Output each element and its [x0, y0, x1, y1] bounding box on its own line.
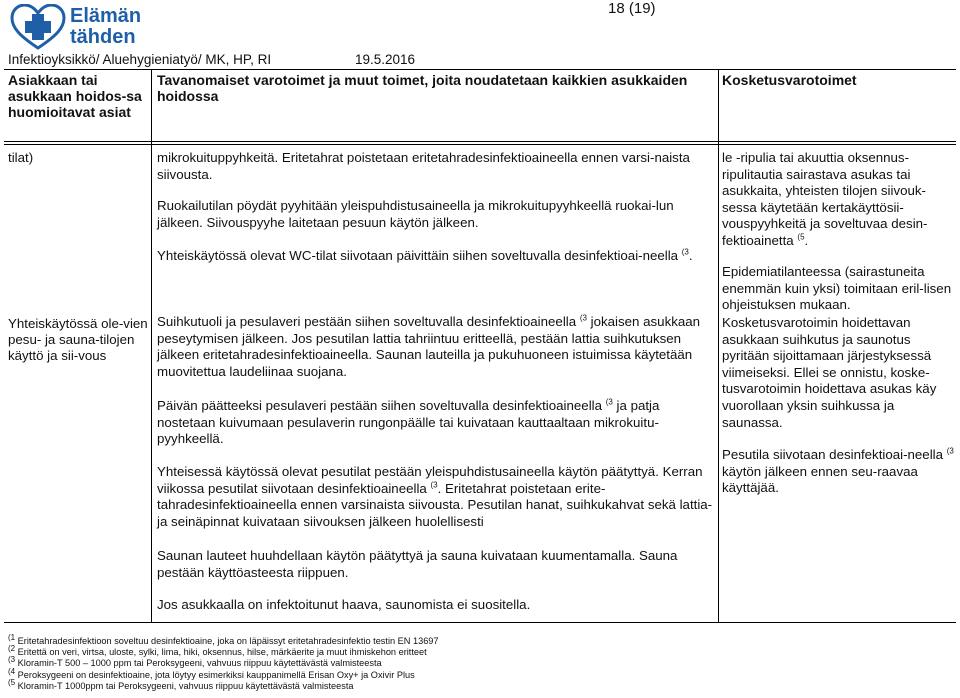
col1-facilities-text: Yhteiskäytössä ole-vien pesu- ja sauna-tilojen käyttö ja sii-vous: [8, 316, 148, 363]
footnote-ref: (3: [430, 480, 438, 490]
table-header-border: [4, 141, 956, 142]
footnote-ref: (3: [605, 397, 613, 407]
footnote-ref: (3: [946, 446, 954, 456]
footnote-ref: (5: [797, 232, 805, 242]
footnote-4: $^{(4}$ Peroksygeeni on desinfektioaine, jota löytyy esimerkiksi kauppanimellä Erisan Oxy+ ja Oxivir Plus: [8, 666, 415, 680]
heart-cross-icon: [10, 4, 70, 50]
footnote-3: $^{(3}$ Kloramin-T 500 – 1000 ppm tai Peroksygeeni, vahvuus riippuu käytettävästä valmisteesta: [8, 655, 382, 669]
header-col-contact-precautions: Kosketusvarotoimet: [722, 72, 857, 88]
col1-continued-text: tilat): [8, 150, 34, 165]
footnote-ref: (3: [579, 313, 587, 323]
footnote-1: $^{(1}$ Eritetahradesinfektioon soveltuu desinfektioaine, joka on läpäissyt eritetahradesinfektio testin EN 13697: [8, 632, 439, 646]
col2-paragraph-8: Jos asukkaalla on infektoitunut haava, saunomista ei suositella.: [157, 597, 531, 612]
footnote-ref: (3: [681, 247, 689, 257]
col2-paragraph-2: Ruokailutilan pöydät pyyhitään yleispuhdistusaineella ja mikrokuitupyyhkeellä ruokai-lun jälkeen. Siivouspyyhe laitetaan pesuun käytön jälkeen.: [157, 198, 674, 230]
footnote-5: $^{(5}$ Kloramin-T 1000ppm tai Peroksygeeni, vahvuus riippuu käytettävästä valmisteesta: [8, 677, 354, 691]
table-top-border: [4, 69, 956, 70]
table-bottom-border: [4, 622, 956, 623]
column-divider-1: [151, 69, 152, 622]
col2-paragraph-7: Saunan lauteet huuhdellaan käytön päätyttyä ja sauna kuivataan kuumentamalla. Sauna pestään käyttöasteesta riippuen.: [157, 548, 678, 580]
col2-paragraph-6: Yhteisessä käytössä olevat pesutilat pestään yleispuhdistusaineella käytön päätyttyä. Kerran viikossa pesutilat siivotaan desinfektioaineella $^{(3}$. Eritetahrat poistetaan erite-tahradesinfektioaineella ennen varsinaista siivousta. Pesutilan hanat, suihkukahvat sekä lattia- ja seinäpinnat kuivataan siivouksen jälkeen huolellisesti: [157, 464, 713, 529]
col2-paragraph-4: Suihkutuoli ja pesulaveri pestään siihen soveltuvalla desinfektioaineella $^{(3}$ jokaisen asukkaan peseytymisen jälkeen. Jos pesutilan lattia tahriintuu eritteellä, pestään lattia suihkutuksen jälkeen eritetahradesinfektioaineella. Saunan lauteilla ja pukuhuoneen istuimissa käytetään muovitettua laudeliinaa suojana.: [157, 313, 701, 379]
col3-paragraph-3: Kosketusvarotoimin hoidettavan asukkaan suihkutus ja saunotus pyritään sijoittamaan järjestyksessä viimeiseksi. Ellei se onnistu, koske-tusvarotoimin hoidettava asukas käy vuorollaan yksin suihkussa ja saunassa.: [722, 315, 937, 430]
document-subheader: [8, 52, 416, 67]
subheader-department: Infektioyksikkö/ Aluehygieniatyö/ MK, HP, RI: [8, 52, 272, 67]
col2-paragraph-5: Päivän päätteeksi pesulaveri pestään siihen soveltuvalla desinfektioaineella $^{(3}$ ja patja nostetaan kuivumaan pesulaverin rungonpäälle tai kuivataan kauttaaltaan mikrokuitu-pyyhkeellä.: [157, 397, 660, 447]
footnotes: [8, 632, 948, 692]
page-number: 18 (19): [608, 0, 656, 17]
header-col-standard-precautions: Tavanomaiset varotoimet ja muut toimet, joita noudatetaan kaikkien asukkaiden hoidossa: [157, 72, 688, 104]
col3-paragraph-1: le -ripulia tai akuuttia oksennus-ripulitautia sairastava asukas tai asukkaita, yhteisten tilojen siivouk-sessa käytetään kertakäyttösii-vouspyyhkeitä ja soveltuvaa desin-fektioainetta $^{(5}$.: [722, 150, 928, 248]
table-header-border-double: [4, 144, 956, 145]
subheader-date: 19.5.2016: [355, 52, 416, 67]
col3-paragraph-2: Epidemiatilanteessa (sairastuneita enemmän kuin yksi) toimitaan eril-lisen ohjeistuksen mukaan.: [722, 264, 952, 313]
col2-paragraph-1: mikrokuituppyhkeitä. Eritetahrat poistetaan eritetahradesinfektioaineella ennen varsi-naista siivousta.: [157, 150, 690, 182]
col3-paragraph-4: Pesutila siivotaan desinfektioai-neella $^{(3}$ käytön jälkeen ennen seu-raavaa käyttäjää.: [722, 446, 954, 496]
footnote-2: $^{(2}$ Eritettä on veri, virtsa, uloste, sylki, lima, hiki, oksennus, hilse, märkäerite ja muut ihmiskehon eritteet: [8, 644, 427, 658]
header-col-considerations: Asiakkaan tai asukkaan hoidos-sa huomioitavat asiat: [8, 72, 142, 120]
logo-wordmark: Elämän tähden: [70, 5, 142, 48]
col2-paragraph-3: Yhteiskäytössä olevat WC-tilat siivotaan päivittäin siihen soveltuvalla desinfektioai-neella $^{(3}$.: [157, 247, 693, 263]
column-divider-2: [718, 69, 719, 622]
